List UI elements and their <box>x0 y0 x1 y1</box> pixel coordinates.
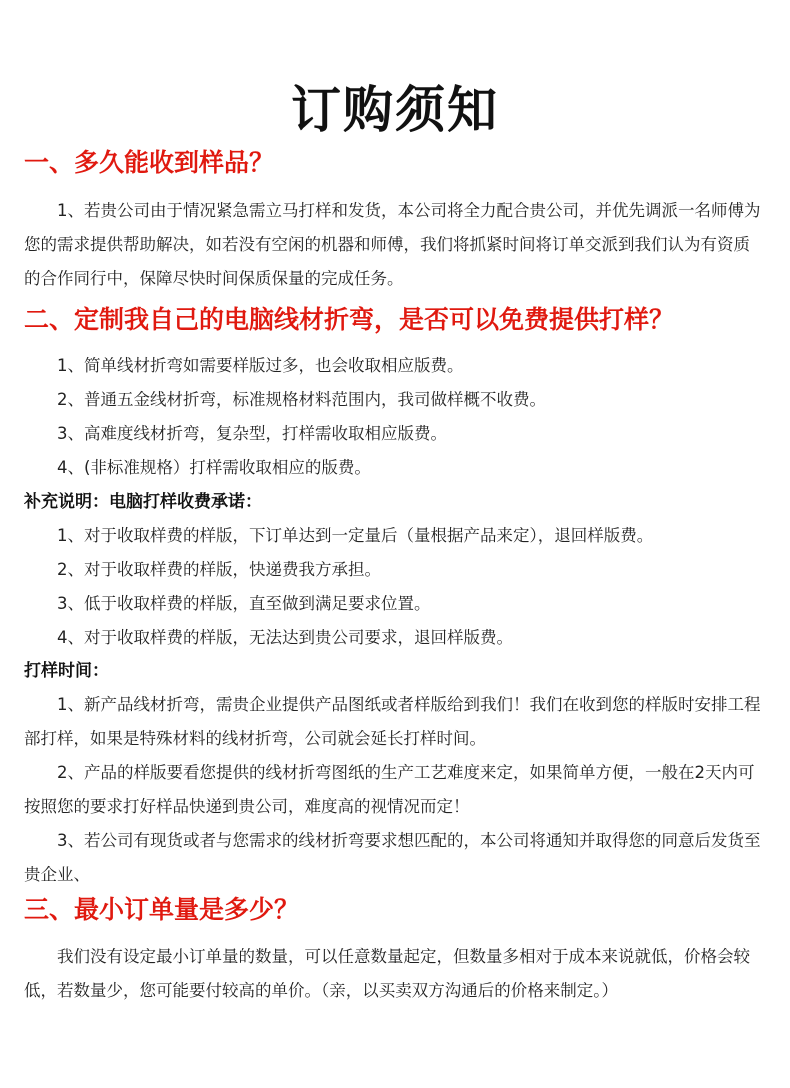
timing-heading: 打样时间： <box>24 661 109 681</box>
list-item: 4、对于收取样费的样版，无法达到贵公司要求，退回样版费。 <box>57 628 513 647</box>
list-item: 1、简单线材折弯如需要样版过多，也会收取相应版费。 <box>57 356 464 375</box>
timing-paragraph-1: 1、新产品线材折弯，需贵企业提供产品图纸或者样版给到我们！我们在收到您的样版时安排工程部打样，如果是特殊材料的线材折弯，公司就会延长打样时间。 <box>24 695 761 748</box>
section-heading-3: 三、最小订单量是多少？ <box>24 895 300 924</box>
timing-paragraph-2: 2、产品的样版要看您提供的线材折弯图纸的生产工艺难度来定，如果简单方便，一般在2天内可按照您的要求打好样品快递到贵公司，难度高的视情况而定！ <box>24 763 755 816</box>
list-item: 4、(非标准规格）打样需收取相应的版费。 <box>57 458 371 477</box>
supplement-heading: 补充说明：电脑打样收费承诺： <box>24 492 262 512</box>
section-3-paragraph: 我们没有设定最小订单量的数量，可以任意数量起定，但数量多相对于成本来说就低，价格会较低，若数量少，您可能要付较高的单价。（亲，以买卖双方沟通后的价格来制定。） <box>24 947 750 1000</box>
list-item: 2、对于收取样费的样版，快递费我方承担。 <box>57 560 381 579</box>
section-1-paragraph: 1、若贵公司由于情况紧急需立马打样和发货，本公司将全力配合贵公司，并优先调派一名师傅为您的需求提供帮助解决，如若没有空闲的机器和师傅，我们将抓紧时间将订单交派到我们认为有资质的合作同行中，保障尽快时间保质保量的完成任务。 <box>24 201 761 288</box>
section-heading-1: 一、多久能收到样品？ <box>24 148 275 177</box>
timing-paragraph-3: 3、若公司有现货或者与您需求的线材折弯要求想匹配的，本公司将通知并取得您的同意后发货至贵企业、 <box>24 831 761 884</box>
page-title: 订购须知 <box>291 79 499 139</box>
list-item: 3、高难度线材折弯，复杂型，打样需收取相应版费。 <box>57 424 447 443</box>
list-item: 2、普通五金线材折弯，标准规格材料范围内，我司做样概不收费。 <box>57 390 546 409</box>
list-item: 3、低于收取样费的样版，直至做到满足要求位置。 <box>57 594 431 613</box>
section-heading-2: 二、定制我自己的电脑线材折弯，是否可以免费提供打样？ <box>24 305 675 334</box>
list-item: 1、对于收取样费的样版，下订单达到一定量后（量根据产品来定），退回样版费。 <box>57 526 654 545</box>
